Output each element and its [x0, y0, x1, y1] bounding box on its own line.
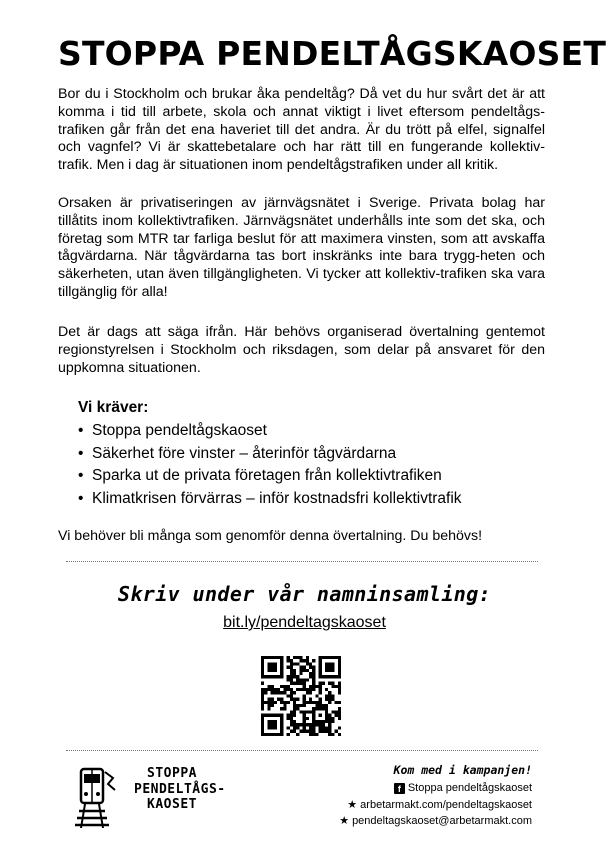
dotted-divider — [66, 561, 538, 562]
train-logo-icon — [75, 766, 119, 828]
demand-item: • Stoppa pendeltågskaoset — [78, 420, 548, 443]
bullet-icon: • — [78, 422, 84, 439]
demands-heading: Vi kräver: — [78, 399, 149, 416]
bullet-icon: • — [78, 467, 84, 484]
demand-item: • Klimatkrisen förvärras – inför kostnadsfri kollektivtrafik — [78, 488, 548, 511]
qr-code-icon[interactable] — [261, 656, 341, 736]
call-paragraph: Det är dags att säga ifrån. Här behövs organiserad övertalning gentemot regionstyrelsen i Stockholm och riksdagen, som delar på ansvaret för den uppkomna situationen. — [58, 324, 545, 376]
demand-item: • Säkerhet före vinster – återinför tågvärdarna — [78, 443, 548, 466]
facebook-link[interactable]: f Stoppa pendeltågskaoset — [339, 780, 532, 797]
closing-text: Vi behöver bli många som genomför denna övertalning. Du behövs! — [58, 528, 483, 544]
contact-block — [339, 762, 532, 830]
star-icon: ★ — [339, 815, 350, 827]
website-link[interactable]: ★ arbetarmakt.com/pendeltagskaoset — [339, 797, 532, 814]
intro-paragraph: Bor du i Stockholm och brukar åka pendeltåg? Då vet du hur svårt det är att komma i tid till arbete, skola och annat viktigt i livet eftersom pendeltågs-trafiken går från det ena haveriet till det andra. Är du trött på elfel, signalfel och vagnfel? Vi är skattebetalare och har rätt till en fungerande kollektiv-trafik. Men i dag är situationen inom pendeltågstrafiken under all kritik. — [58, 86, 545, 174]
logo-text: STOPPA PENDELTÅGS- KAOSET — [134, 766, 226, 812]
cause-paragraph: Orsaken är privatiseringen av järnvägsnätet i Sverige. Privata bolag har tillåtits inom kollektivtrafiken. Järnvägsnätet underhålls inte som det ska, och företag som MTR tar farliga beslut för att maximera vinsten, som att avskaffa tågvärdarna. När tågvärdarna tas bort inskränks inte bara trygg-heten och säkerheten, utan även tillgängligheten. Vi tycker att kollektiv-trafiken ska vara tillgänglig för alla! — [58, 195, 545, 300]
page-title: STOPPA PENDELTÅGSKAOSET — [58, 34, 607, 73]
facebook-icon: f — [394, 783, 405, 794]
dotted-divider — [66, 750, 538, 751]
star-icon: ★ — [347, 798, 358, 811]
demand-item: • Sparka ut de privata företagen från kollektivtrafiken — [78, 465, 548, 488]
email-link[interactable]: ★ pendeltagskaoset@arbetarmakt.com — [339, 813, 532, 830]
demands-list — [78, 420, 548, 510]
campaign-logo — [75, 766, 225, 826]
contact-heading: Kom med i kampanjen! — [393, 763, 532, 777]
petition-link[interactable]: bit.ly/pendeltagskaoset — [223, 614, 386, 631]
bullet-icon: • — [78, 444, 84, 462]
petition-heading: Skriv under vår namninsamling: — [117, 582, 492, 606]
bullet-icon: • — [78, 489, 84, 507]
demands-section — [78, 398, 548, 510]
